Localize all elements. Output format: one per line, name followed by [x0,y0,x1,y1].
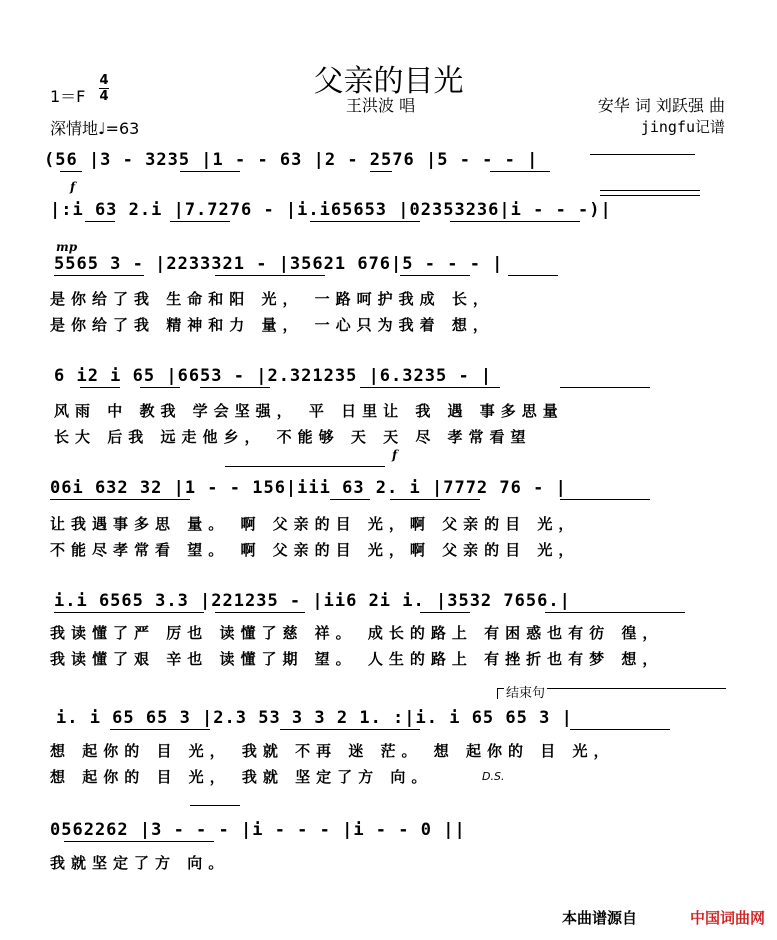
tempo-marking: 深情地♩=63 [50,119,140,138]
score-line-3-notes: 5565 3 - |2233321 - |35621 676|5 - - - | [54,254,504,274]
score-line-1-notes: (56 |3 - 3235 |1 - - 63 |2 - 2576 |5 - - - | [44,150,539,170]
lyric-line-7a: 想 起你的 目 光， 我就 不再 迷 茫。 想 起你的 目 光， [50,742,615,760]
score-line-7-notes: i. i 65 65 3 |2.3 53 3 3 2 1. :|i. i 65 65 3 | [56,708,573,728]
dynamic-f-2: f [392,448,398,462]
end-phrase-label: 结束句 [504,682,547,701]
lyric-line-5b: 不能尽孝常看 望。 啊 父亲的目 光，啊 父亲的目 光， [50,541,580,559]
lyric-line-8a: 我就坚定了方 向。 [50,854,230,872]
song-title: 父亲的目光 [313,64,464,99]
source-label: 本曲谱源自 [561,909,637,927]
time-signature-bottom: 4 [99,89,109,104]
lyric-line-3b: 是你给了我 精神和力 量， 一心只为我着 想， [50,316,494,334]
lyric-line-4b: 长大 后我 远走他乡， 不能够 天 天 尽 孝常看望 [54,428,532,446]
dynamic-mp: mp [56,240,78,254]
time-signature-top: 4 [99,73,109,88]
lyric-line-4a: 风雨 中 教我 学会坚强， 平 日里让 我 遇 事多思量 [54,402,564,420]
lyric-line-6b: 我读懂了艰 辛也 读懂了期 望。 人生的路上 有挫折也有梦 想， [50,650,664,668]
score-line-8-notes: 0562262 |3 - - - |i - - - |i - - 0 || [50,820,466,840]
credits: 安华 词 刘跃强 曲 [597,96,725,115]
lyric-line-5a: 让我遇事多思 量。 啊 父亲的目 光，啊 父亲的目 光， [50,515,580,533]
ds-marking: D.S. [482,770,505,783]
lyric-line-3a: 是你给了我 生命和阳 光， 一路呵护我成 长， [50,290,494,308]
score-line-2-notes: |:i 63 2.i |7.7276 - |i.i65653 |02353236|i - - -)| [50,200,612,220]
lyric-line-6a: 我读懂了严 厉也 读懂了慈 祥。 成长的路上 有困惑也有彷 徨， [50,624,664,642]
site-name[interactable]: 中国词曲网 [689,909,765,927]
score-line-4-notes: 6 i2 i 65 |6653 - |2.321235 |6.3235 - | [54,366,493,386]
singer: 王洪波 唱 [346,96,416,115]
transcriber: jingfu记谱 [640,118,725,136]
score-line-6-notes: i.i 6565 3.3 |221235 - |ii6 2i i. |3532 7656.| [54,591,571,611]
key-signature: 1＝F [50,87,86,106]
dynamic-f: f [70,180,76,194]
lyric-line-7b: 想 起你的 目 光， 我就 坚定了方 向。 [50,768,433,786]
score-line-5-notes: 06i 632 32 |1 - - 156|iii 63 2. i |7772 76 - | [50,478,567,498]
time-signature [99,73,109,104]
